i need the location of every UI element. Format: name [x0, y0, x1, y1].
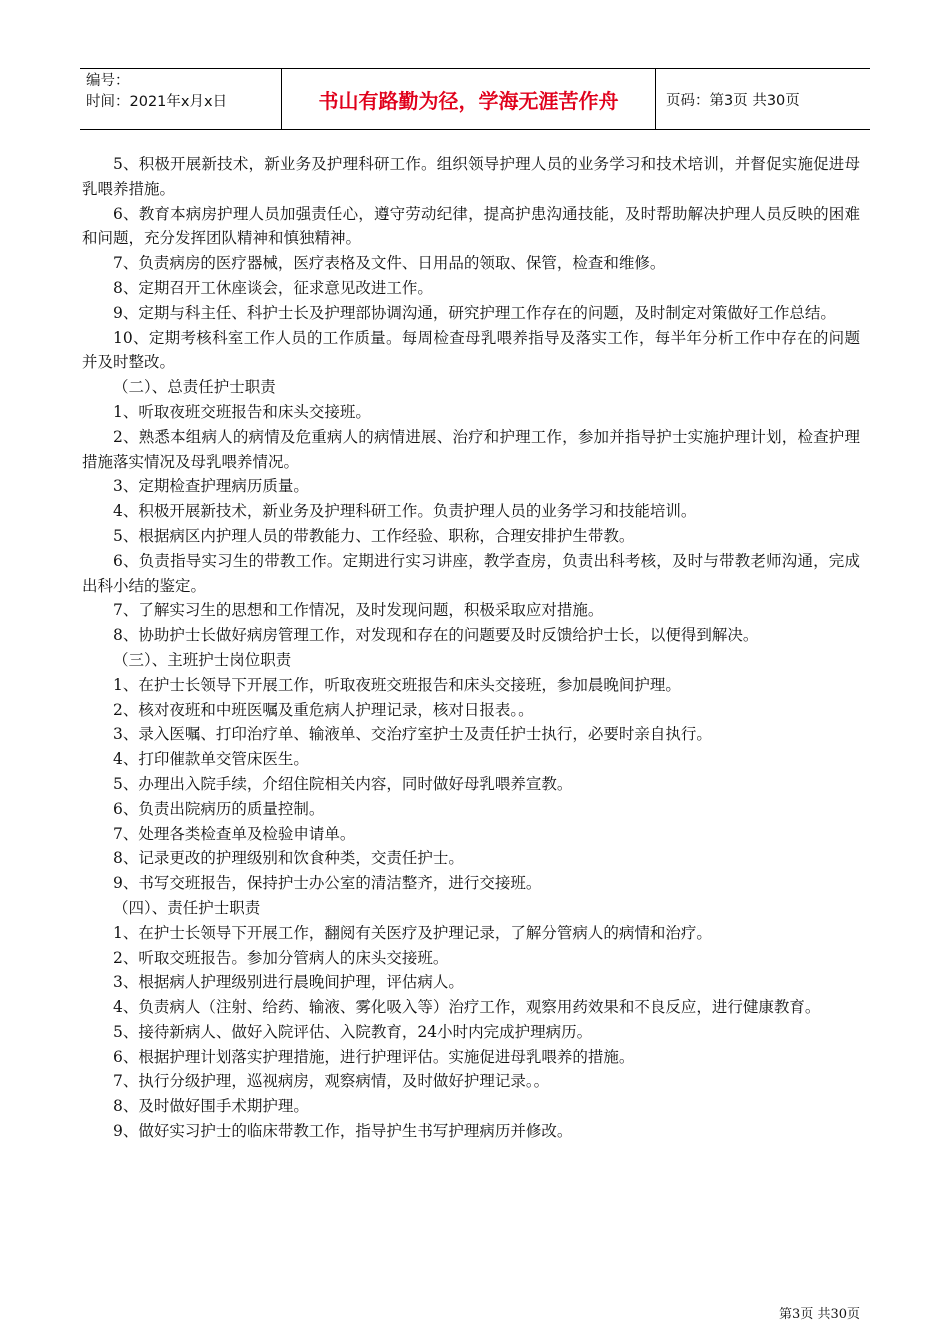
paragraph: 1、在护士长领导下开展工作，翻阅有关医疗及护理记录，了解分管病人的病情和治疗。: [113, 923, 712, 942]
paragraph: 8、协助护士长做好病房管理工作，对发现和存在的问题要及时反馈给护士长，以便得到解决。: [113, 626, 759, 645]
paragraph: 3、根据病人护理级别进行晨晚间护理，评估病人。: [113, 973, 464, 992]
paragraph: 5、接待新病人、做好入院评估、入院教育，24小时内完成护理病历。: [113, 1022, 593, 1041]
paragraph: 6、教育本病房护理人员加强责任心，遵守劳动纪律，提高护患沟通技能，及时帮助解决护理人员反映的困难和问题，充分发挥团队精神和慎独精神。: [82, 204, 860, 248]
page-header: [80, 68, 870, 130]
paragraph: 5、积极开展新技术，新业务及护理科研工作。组织领导护理人员的业务学习和技术培训，并督促实施促进母乳喂养措施。: [82, 155, 860, 198]
paragraph: 8、及时做好围手术期护理。: [113, 1097, 309, 1116]
paragraph: 8、记录更改的护理级别和饮食种类，交责任护士。: [113, 849, 464, 868]
paragraph: 10、定期考核科室工作人员的工作质量。每周检查母乳喂养指导及落实工作，每半年分析工作中存在的问题并及时整改。: [82, 328, 860, 372]
paragraph: 5、办理出入院手续，介绍住院相关内容，同时做好母乳喂养宣教。: [113, 774, 573, 793]
paragraph: 9、做好实习护士的临床带教工作，指导护生书写护理病历并修改。: [113, 1122, 573, 1141]
paragraph: 4、积极开展新技术，新业务及护理科研工作。负责护理人员的业务学习和技能培训。: [113, 502, 697, 521]
paragraph: （二）、总责任护士职责: [113, 378, 276, 397]
header-page-code: 页码：第3页 共30页: [666, 92, 800, 109]
paragraph: 5、根据病区内护理人员的带教能力、工作经验、职称，合理安排护生带教。: [113, 526, 635, 545]
paragraph: 6、根据护理计划落实护理措施，进行护理评估。实施促进母乳喂养的措施。: [113, 1047, 635, 1066]
paragraph: 3、录入医嘱、打印治疗单、输液单、交治疗室护士及责任护士执行，必要时亲自执行。: [113, 725, 712, 744]
paragraph: 2、熟悉本组病人的病情及危重病人的病情进展、治疗和护理工作，参加并指导护士实施护理计划，检查护理措施落实情况及母乳喂养情况。: [82, 427, 860, 471]
paragraph: 2、核对夜班和中班医嘱及重危病人护理记录，核对日报表。。: [113, 700, 534, 719]
header-meta: [80, 69, 282, 129]
paragraph: 1、听取夜班交班报告和床头交接班。: [113, 402, 371, 421]
header-motto: 书山有路勤为径，学海无涯苦作舟: [282, 69, 656, 129]
document-body: [82, 152, 860, 1144]
paragraph: 9、定期与科主任、科护士长及护理部协调沟通，研究护理工作存在的问题，及时制定对策做好工作总结。: [113, 303, 836, 322]
paragraph: 9、书写交班报告，保持护士办公室的清洁整齐，进行交接班。: [113, 874, 542, 893]
paragraph: 7、负责病房的医疗器械，医疗表格及文件、日用品的领取、保管，检查和维修。: [113, 254, 666, 273]
time-label: 时间：2021年x月x日: [86, 94, 228, 110]
paragraph: 3、定期检查护理病历质量。: [113, 477, 309, 496]
paragraph: 4、负责病人（注射、给药、输液、雾化吸入等）治疗工作，观察用药效果和不良反应，进行健康教育。: [113, 998, 821, 1017]
paragraph: 7、处理各类检查单及检验申请单。: [113, 824, 356, 843]
paragraph: 1、在护士长领导下开展工作，听取夜班交班报告和床头交接班，参加晨晚间护理。: [113, 675, 681, 694]
paragraph: 6、负责出院病历的质量控制。: [113, 799, 325, 818]
paragraph: （四）、责任护士职责: [113, 898, 261, 917]
paragraph: 7、执行分级护理，巡视病房，观察病情，及时做好护理记录。。: [113, 1072, 550, 1091]
page-footer: 第3页 共30页: [779, 1307, 860, 1322]
number-label: 编号：: [86, 73, 130, 89]
paragraph: 7、了解实习生的思想和工作情况，及时发现问题，积极采取应对措施。: [113, 601, 604, 620]
paragraph: 2、听取交班报告。参加分管病人的床头交接班。: [113, 948, 449, 967]
paragraph: 8、定期召开工休座谈会，征求意见改进工作。: [113, 278, 433, 297]
paragraph: 6、负责指导实习生的带教工作。定期进行实习讲座，教学查房，负责出科考核，及时与带教老师沟通，完成出科小结的鉴定。: [82, 551, 860, 595]
paragraph: 4、打印催款单交管床医生。: [113, 750, 309, 769]
paragraph: （三）、主班护士岗位职责: [113, 650, 292, 669]
